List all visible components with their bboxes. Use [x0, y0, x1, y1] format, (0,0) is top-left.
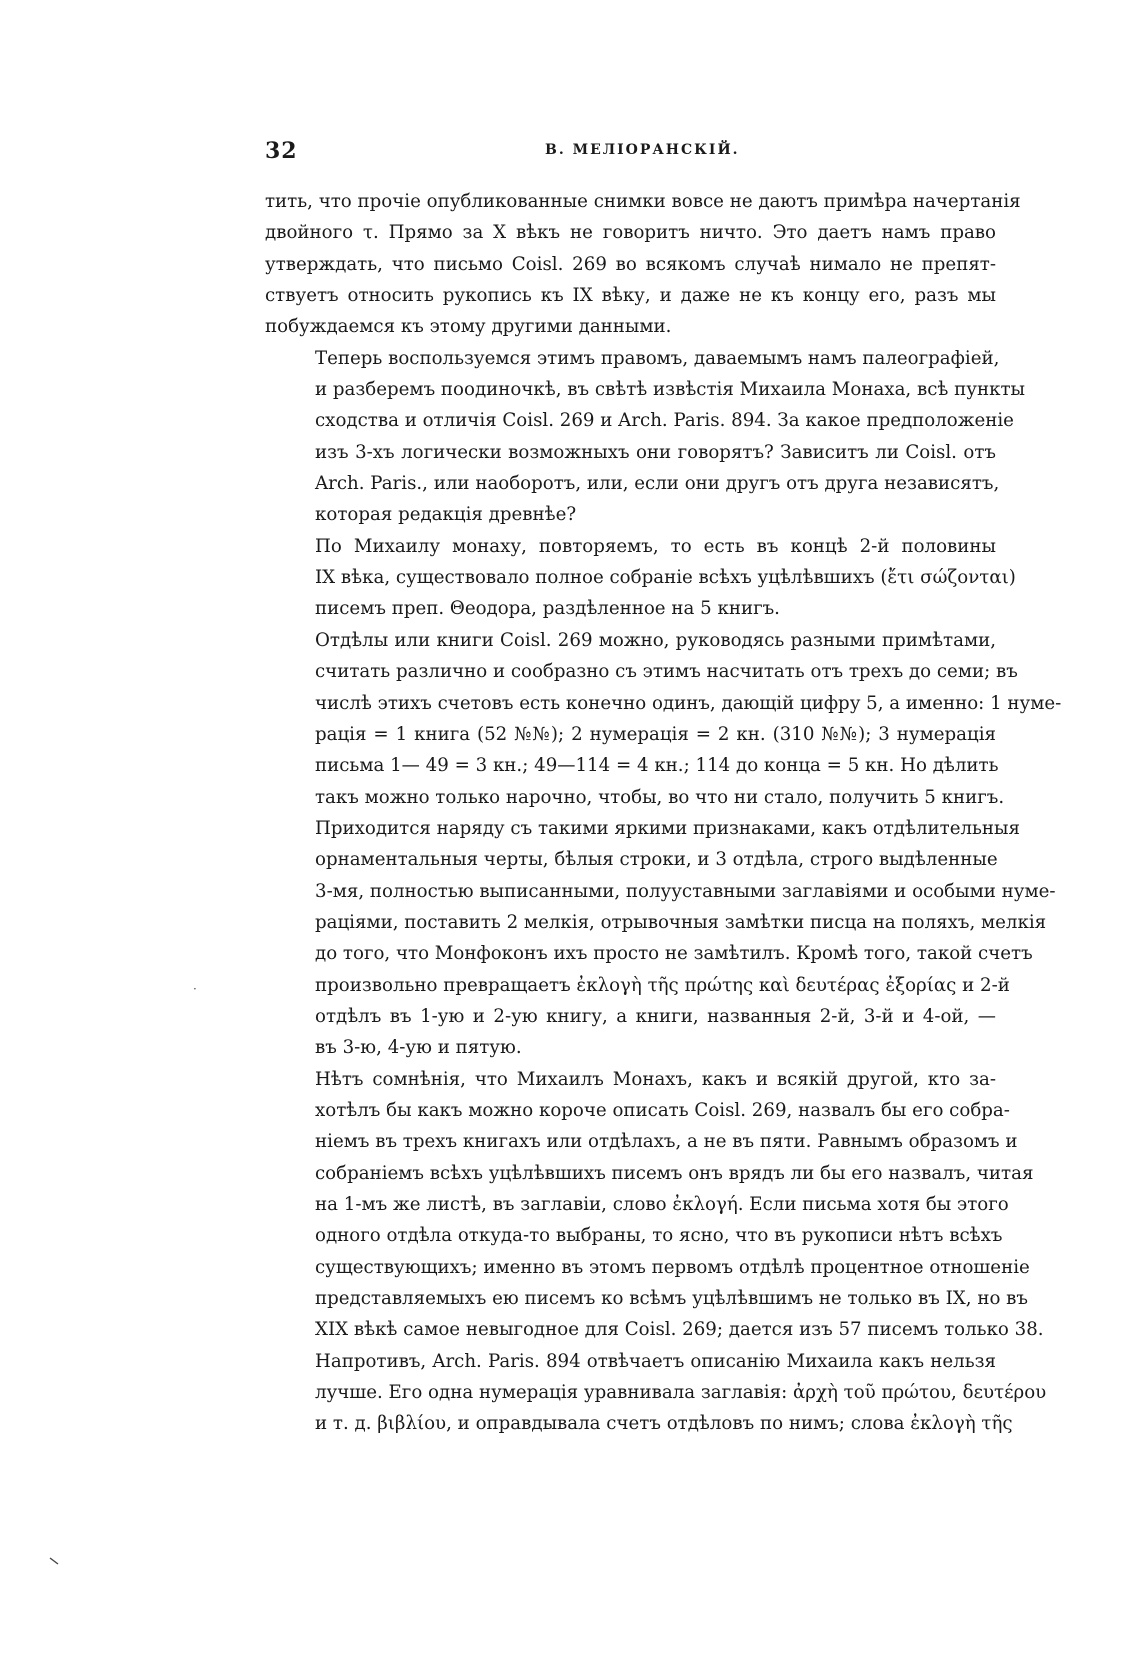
text-line: лучше. Его одна нумерація уравнивала заглавія: ἀρχὴ τοῦ πρώτου, δευτέρου: [315, 1382, 1047, 1404]
text-line: считать различно и сообразно съ этимъ насчитать отъ трехъ до семи; въ: [315, 661, 1018, 683]
text-line: ніемъ въ трехъ книгахъ или отдѣлахъ, а не въ пяти. Равнымъ образомъ и: [315, 1131, 1018, 1153]
text-line: орнаментальныя черты, бѣлыя строки, и 3 отдѣла, строго выдѣленные: [315, 849, 998, 871]
text-line: Отдѣлы или книги Coisl. 269 можно, руководясь разными примѣтами,: [315, 629, 996, 651]
paragraph: [265, 1064, 1044, 1346]
text-line: изъ 3-хъ логически возможныхъ они говорятъ? Зависитъ ли Coisl. отъ: [315, 441, 996, 463]
text-line: По Михаилу монаху, повторяемъ, то есть въ концѣ 2-й половины: [315, 535, 996, 557]
text-line: и т. д. βιβλίου, и оправдывала счетъ отдѣловъ по нимъ; слова ἐκλογὴ τῆς: [315, 1413, 1013, 1435]
margin-dot-mark: ·: [193, 982, 197, 996]
page-header: [265, 138, 996, 168]
text-line: рація = 1 книга (52 №№); 2 нумерація = 2 кн. (310 №№); 3 нумерація: [315, 723, 996, 745]
text-line: 3-мя, полностью выписанными, полууставными заглавіями и особыми нуме-: [315, 880, 1056, 902]
text-line: произвольно превращаетъ ἐκλογὴ τῆς πρώτης καὶ δευτέρας ἐξορίας и 2-й: [315, 974, 1010, 996]
text-line: сходства и отличія Coisl. 269 и Arch. Paris. 894. За какое предположеніе: [315, 410, 1014, 432]
text-line: IX вѣка, существовало полное собраніе всѣхъ уцѣлѣвшихъ (ἔτι σώζονται): [315, 567, 1016, 589]
text-line: побуждаемся къ этому другими данными.: [265, 316, 672, 338]
body-text: [265, 186, 1062, 1440]
paragraph: [265, 343, 1025, 531]
text-line: Теперь воспользуемся этимъ правомъ, даваемымъ намъ палеографіей,: [315, 347, 1000, 369]
text-line: существующихъ; именно въ этомъ первомъ отдѣлѣ процентное отношеніе: [315, 1256, 1030, 1278]
text-line: и разберемъ поодиночкѣ, въ свѣтѣ извѣстія Михаила Монаха, всѣ пункты: [315, 379, 1025, 401]
text-line: писемъ преп. Θеодора, раздѣленное на 5 книгъ.: [315, 598, 780, 620]
text-line: собраніемъ всѣхъ уцѣлѣвшихъ писемъ онъ врядъ ли бы его назвалъ, читая: [315, 1162, 1034, 1184]
text-line: тить, что прочіе опубликованные снимки вовсе не даютъ примѣра начертанія: [265, 191, 1021, 212]
text-line: до того, что Монфоконъ ихъ просто не замѣтилъ. Кромѣ того, такой счетъ: [315, 943, 1033, 965]
text-line: XIX вѣкѣ самое невыгодное для Coisl. 269; дается изъ 57 писемъ только 38.: [315, 1319, 1044, 1341]
text-line: письма 1— 49 = 3 кн.; 49—114 = 4 кн.; 114 до конца = 5 кн. Но дѣлить: [315, 755, 999, 777]
paragraph: [265, 625, 1062, 1064]
text-line: представляемыхъ ею писемъ ко всѣмъ уцѣлѣвшимъ не только въ IX, но въ: [315, 1288, 1028, 1310]
text-line: числѣ этихъ счетовъ есть конечно одинъ, дающій цифру 5, а именно: 1 нуме-: [315, 692, 1062, 714]
text-line: ствуетъ относить рукопись къ IX вѣку, и даже не къ концу его, разъ мы: [265, 285, 996, 307]
paragraph: [265, 1346, 1047, 1440]
text-line: на 1-мъ же листѣ, въ заглавіи, слово ἐκλογή. Если письма хотя бы этого: [315, 1194, 1009, 1215]
text-line: отдѣлъ въ 1-ую и 2-ую книгу, а книги, названныя 2-й, 3-й и 4-ой, —: [315, 1005, 996, 1027]
text-line: Arch. Paris., или наоборотъ, или, если они другъ отъ друга независятъ,: [315, 473, 1000, 495]
text-line: такъ можно только нарочно, чтобы, во что ни стало, получить 5 книгъ.: [315, 786, 1005, 808]
margin-tick-mark: [49, 1557, 59, 1565]
text-line: Приходится наряду съ такими яркими признаками, какъ отдѣлительныя: [315, 817, 1021, 839]
text-line: хотѣлъ бы какъ можно короче описать Coisl. 269, назвалъ бы его собра-: [315, 1099, 1010, 1121]
text-line: раціями, поставить 2 мелкія, отрывочныя замѣтки писца на поляхъ, мелкія: [315, 911, 1047, 933]
text-line: Напротивъ, Arch. Paris. 894 отвѣчаетъ описанію Михаила какъ нельзя: [315, 1350, 996, 1372]
text-line: Нѣтъ сомнѣнія, что Михаилъ Монахъ, какъ и всякій другой, кто за-: [315, 1068, 996, 1090]
text-line: которая редакція древнѣе?: [315, 504, 577, 526]
paragraph: [265, 531, 1016, 625]
text-line: въ 3-ю, 4-ую и пятую.: [315, 1037, 522, 1059]
text-line: утверждать, что письмо Coisl. 269 во всякомъ случаѣ нимало не препят-: [265, 253, 996, 275]
running-head: В. МЕЛІОРАНСКІЙ.: [545, 142, 740, 158]
text-line: двойного τ. Прямо за X вѣкъ не говоритъ ничто. Это даетъ намъ право: [265, 222, 996, 244]
text-line: одного отдѣла откуда-то выбраны, то ясно, что въ рукописи нѣтъ всѣхъ: [315, 1225, 1003, 1247]
paragraph: [265, 186, 1021, 343]
page-number: 32: [265, 138, 298, 164]
